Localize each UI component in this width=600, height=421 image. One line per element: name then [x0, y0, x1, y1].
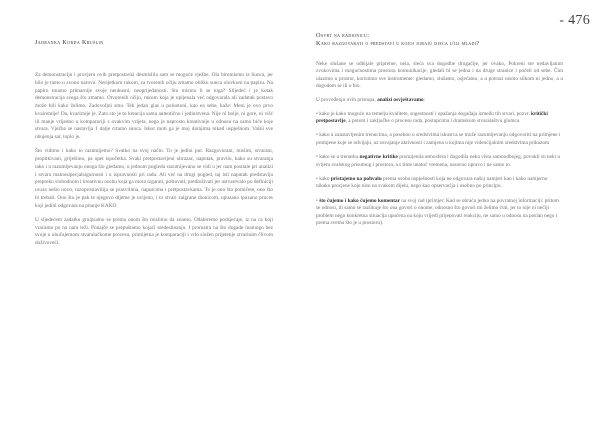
bullet-icon: • [316, 197, 320, 204]
bullet-icon: • [316, 110, 320, 117]
body-paragraph: Za demonstraciju i provjeru ovih pretpostavki desmislila sam se moguće vježbe. Ola biromismo iz Sunca, jer bilo je tamo u zvono narovu. Nerijetkom rukom, za tvorenih očiju zmamo obliku sunca olovkom na papiru. Na papiru tmamo primarnije svoje neukusni, neoprijeđanosti. Sto mismo li se toga? Slijedeć i je kotak demonstracija svega što zmamo. Otvorenih očiju, rukom koja je upijenala već odgovarala ali zadatak postavo može bili kako želimo. Zadovoljni smo. Tek jedan glas u poluotoni, kao ea sebe, kaže: Meni je ovo prvo kvairemije! Da, kvarirnije je. Zato sto je to kreacija sama autentično i jedinstvena. Nije ni bolje, ni gore, ni višć ili manje vrijedno u komparaciji s ovakvim vrijeta, nego je naprosto kreativnije u odnosu na samo biće koje stvara. Vježba se nastavlja 1 dalje crtamo sunca. Ishor moti ga je moj darnjima nikad uspješnom. Vašni sve obujenja sar, toplo je. [35, 72, 273, 140]
bullet-icon: • [316, 175, 320, 182]
intro-paragraph: Neke slušane se odbijale pripreme, nela, sleća sva dogodbe drugačije, jer ovako, Pokreni ste nedavljanim zvukovima i mogućnostima prostora komunikacije, gledali bi se jedna i na druge stranice i počeli od sebe. Čim ulazimo u prostor, koristimo sve instrumente: gledamo, slušamo, osjećamo, a u potrazi nismo slikom ni jedno, a u dogodom se ili o bio. [316, 61, 563, 90]
section-title [316, 32, 563, 61]
section-title-line: Kako razgovarati o predstavi u kojoj igraju djeca i/ili mladi? [316, 39, 480, 47]
body-paragraph: Što vidimo i kako to razumijemo? Svatko na svoj način. To je jedini put. Razgovorani, mislim, stvarani, propitkivani, griješimo, pa opet ispočetka. Svaki pretpostavljeni obrazac, naputak, pravilo, kako su stvaranja tako i u razumijevanju onoga što gledamo, u jednom pogledu razumijevano se vidi u jer nam postiale pri analizi i stvara mamosipecjalsigurnosti i u ispravnosti pri radu. Ali već na drugi pogled, taj isti naputak predstavlja prepreku slobodnom i kreativnu osobu koja ga mora izgarati, poštovati, predloživati jer ustvarevalo po definiciji uvara nešto novo, razoprostaviliju se prasvilima, naputcima i pretpostavkama. To je ono što pomičete, ono što bi trebali. Ono što je pak te njegovo dijeme je uvijeno, i to stvari zaigrane dionicom, upuzano ipuzano proces koji jedini odgovara na pitanje KAKO. [35, 148, 273, 209]
page-number: - 476 [559, 13, 590, 28]
left-column [35, 32, 273, 254]
list-item: • što čujemo i kako čujemo komentar na svoj rad (primjer: Kad se obraća jedno na povratnoj informaciji: pritom se odnosi, ili samo se razlikuje što ona govori o onome, odnosno što govori mi želimo čuti, jer to nije ni nečiji problem nego konkretna situacija upućena na koju vrijedi prijepovati reakciju, ne samo u odnosu na poslan nego i prema svemu što je u prostoru). [316, 197, 559, 226]
lead-bold: analizi osvještavamo [377, 96, 424, 103]
bullet-list [316, 111, 563, 228]
list-item: • kako u zaustavljenim trenucima, a posebno u sredstvima iskustva se može razumijevanju odgovoriti na primjene i promjene koje se odvijaju, uz usvajanje aktivnosti i zamjena u kojima nije videncijalnim sredstvima prikazom [316, 132, 561, 146]
lead-prefix: U provođenju ovih pristupa, [316, 96, 378, 103]
lead-paragraph [316, 97, 563, 104]
bullet-icon: • [316, 154, 320, 161]
body-paragraph: U sljedećem zadatku gruipramo se prema onom što mislimo da znamo. Odabiremo podsjećaje, iz na ca koji vraćamo po na nam leži. Ponajče se prepuštamo kojaći sredestinanju. I promatra na što dogade mamogo bez svoje u obučajemom stvaralačkome procesu, primijetna je komparaciji i vrlo složen prijetenje stvarinim člivom doživoveći. [35, 216, 273, 246]
lead-suffix: : [423, 96, 426, 103]
list-item: • kako pristajemo na pohvalu prema osoba uspješnosti koja ne odgovara našoj namjeri kao i kako namjerno nikako procjene koje nisu na svakom dijelu, nego kao opservacija i osobno po principu. [316, 175, 548, 190]
list-item: • kako je kako moguće na temelju kvalitete, sugestnosti i opažanja događaja između tih stvari, pozvr. kritički pretpostavlje, a potom i zaključke o procesu rada, postupcima i dramskom stvaralaštvu glumca [316, 110, 548, 124]
author-name: Jadranka Korda Krušlin [35, 40, 104, 46]
list-item: • kako se u trenutku negativne kritike promijenila atmosfera i dogodila neka vista samoodbojeg, povukli su neki u svijetu svalskog prisutnog i prostora, a s time unatoč vremena, naravno upravo i ne samo to. [316, 154, 561, 168]
right-column [316, 32, 563, 234]
section-title-line: Osvrt na radionicu: [316, 32, 370, 39]
bullet-icon: • [316, 132, 320, 139]
